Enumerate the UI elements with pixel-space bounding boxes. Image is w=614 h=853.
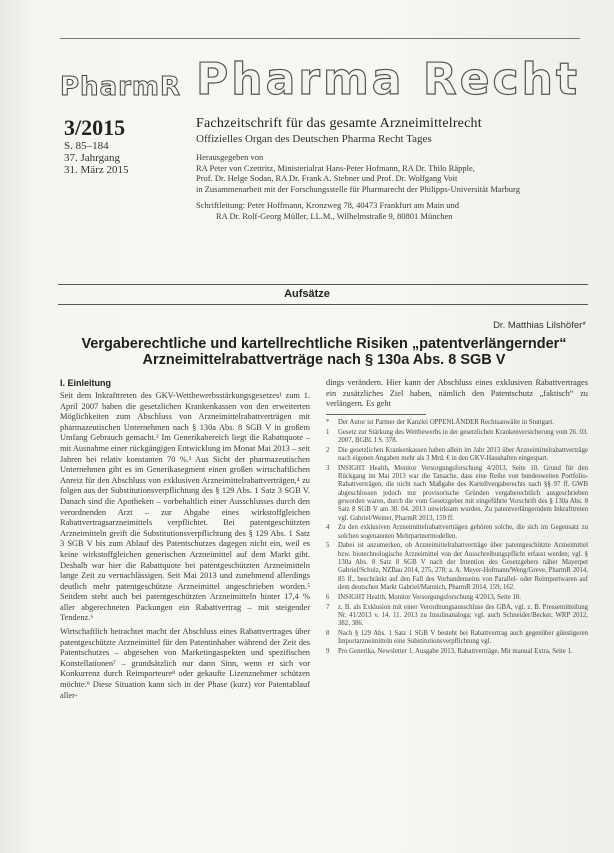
footnote-number: 6 (326, 593, 330, 601)
editors-line: RA Peter von Czettritz, Ministerialrat Hans-Peter Hofmann, RA Dr. Thilo Räpple, (196, 162, 475, 173)
article-title-line: Vergaberechtliche und kartellrechtliche Risiken „patentverlängernder“ (81, 336, 567, 352)
editors-line: in Zusammenarbeit mit der Forschungsstelle für Pharmarecht der Philipps-Universität Marburg (196, 183, 520, 194)
body-text (326, 378, 588, 410)
section-rule (58, 304, 588, 305)
footnote (326, 542, 588, 592)
issue-volume: 37. Jahrgang (64, 152, 121, 164)
journal-logo: Pharma Recht (196, 54, 580, 105)
schriftleitung-line: Schriftleitung: Peter Hoffmann, Kronzweg 78, 40473 Frankfurt am Main und (196, 200, 460, 210)
issue-number: 3/2015 (64, 115, 126, 140)
footnote (326, 465, 588, 523)
paragraph: Wirtschaftlich betrachtet macht der Abschluss eines Rabattvertrages über patentgeschützte Arzneimittel für den Patentinhaber während der Zeit des Patentschutzes – abgesehen von Marketingaspekten und spezifischen Konstellationen⁷ – grundsätzlich nur dann Sinn, wenn er sich vor Konkurrenz durch Reimporteure⁸ oder gekaufte Lizenznehmer schützen möchte.⁹ Diese Situation kann sich in der Phase (kurz) vor Patentablauf aller- (60, 627, 310, 700)
footnote-text: Pro Generika, Newsletter 1, Ausgabe 2013, Rabattverträge, Mit manual Extra, Seite 1. (338, 648, 573, 655)
footnote-number: * (326, 418, 330, 426)
footnote (326, 630, 588, 647)
footnote-number: 8 (326, 629, 330, 637)
footnote (326, 419, 588, 427)
footnote-number: 5 (326, 542, 330, 550)
footnote-text: Nach § 129 Abs. 1 Satz 1 SGB V besteht bei Rabattvertrag auch gegenüber günstigeren Importarzneimitteln eine Substitutionsverpflichtung vgl. (338, 629, 588, 646)
footnote-rule (326, 414, 426, 415)
footnote-text: Die gesetzlichen Krankenkassen haben allein im Jahr 2013 über Arzneimittelrabattverträge nach eigenen Angaben mehr als 3 Mrd. € in den GKV-Haushalten eingespart. (338, 446, 588, 462)
section-heading: Aufsätze (284, 288, 330, 300)
article-author: Dr. Matthias Lilshöfer* (493, 320, 586, 331)
journal-logo-small: PharmR (60, 72, 182, 102)
journal-title: Fachzeitschrift für das gesamte Arzneimittelrecht (196, 116, 482, 131)
editors-block (196, 152, 586, 194)
paragraph: Seit dem Inkrafttreten des GKV-Wettbewerbsstärkungsgesetzes¹ zum 1. April 2007 haben die gesetzlichen Krankenkassen von den erweiterten Möglichkeiten zum Abschluss von Arzneimittelrabattverträgen mit pharmazeutischen Unternehmen nach § 130a Abs. 8 SGB V in großem Umfang Gebrauch gemacht.² Im Generikabereich liegt die Rabattquote – mit Ausnahme einer rückgängigen Entwicklung im Monat Mai 2013 – seit Jahren bei relativ konstanten 70 %.³ Aus Sicht der pharmazeutischen Unternehmen gibt es im Generikasegment einen großen wirtschaftlichen Anreiz für den Abschluss von exklusiven Arzneimittelrabattverträgen,⁴ zu folgen aus der Substitutionsverpflichtung des § 129 Abs. 1 Satz 3 SGB V. Danach sind die Apotheken – vorbehaltlich einer Ausschlusses durch den verordnenden Arzt – zur Abgabe eines wirkstoffgleichen Rabattvertragsarzneimittels verpflichtet. Bei patentgeschützten Arzneimitteln greift die Substitutionsverpflichtung des § 129 Abs. 1 Satz 3 SGB V bis zum Ablauf des Patentschutzes dagegen nicht ein, weil es keine wirkstoffgleichen generischen Arzneimittel auf dem Markt gibt. Deshalb war hier die Rabattquote bei patentgeschützten Arzneimitteln lange Zeit zu vernachlässigen. Seit Mai 2013 und zunehmend allerdings deutlich mehr patentgeschützte Arzneimittel angeschrieben worden.⁵ Seitdem steht auch bei patentgeschützten Arzneimitteln hinter 17,4 % aller abgerechneten Packungen ein Rabattvertrag – mit steigender Tendenz.⁶ (60, 391, 310, 623)
footnote-text: Zu den exklusiven Arzneimittelrabattverträgen gehören solche, die sich im Gegensatz zu solchen sogenannten Mehrpartnermodellen. (338, 524, 588, 540)
editors-line: Herausgegeben von (196, 152, 264, 162)
footnote-number: 7 (326, 603, 330, 611)
footnote-number: 1 (326, 428, 330, 436)
top-rule (60, 38, 580, 39)
issue-info (64, 116, 184, 176)
article-title (60, 336, 588, 368)
footnote-text: Gesetz zur Stärkung des Wettbewerbs in der gesetzlichen Krankenversicherung vom 26. 03. 2007, BGBl. I S. 378. (338, 428, 588, 444)
footnotes (326, 419, 588, 657)
footnote-number: 4 (326, 524, 330, 532)
footnote (326, 594, 588, 602)
footnote (326, 447, 588, 464)
masthead (196, 116, 586, 221)
section-rule (58, 284, 588, 285)
footnote-text: INSIGHT Health, Monitor Versorgungsforschung 4/2013, Seite 10. (338, 593, 521, 601)
footnote-text: INSIGHT Health, Monitor Versorgungsforschung 4/2013, Seite 10. Grund für den Rückgang im Mai 2013 war die Tatsache, dass eine Reihe von bundesweiten Portfolio-Rabattverträgen, die nicht nach Maßgabe des Kartellvergaberechts nach §§ 97 ff. GWB abgeschlossen jedoch nur provisorische Gründen vergaberechtlich ausgeschrieben geworden waren, durch die vom Gesetzgeber mit eingeführte Vorschrift des § 130a Abs. 8 Satz 8 SGB V am 30. 04. 2013 unwirksam wurden. Zu patentverlängerndem Inkrafttreten vgl. Gabriel/Weiner, PharmR 2013, 159 ff. (338, 464, 588, 522)
footnote-number: 2 (326, 446, 330, 454)
footnote (326, 429, 588, 446)
footnote-text: z. B. als Exklusion mit einer Verordnungsausschluss des GBA, vgl. z. B. Pressemitteilung Nr. 41/2013 v. 14. 11. 2013 zu Insulinanaloga; vgl. auch Schneider/Becker, WRP 2012, 382, 386. (338, 603, 588, 628)
footnote-text: Der Autor ist Partner der Kanzlei OPPENLÄNDER Rechtsanwälte in Stuttgart. (338, 418, 554, 426)
article-title-line: Arzneimittelrabattverträge nach § 130a Abs. 8 SGB V (142, 352, 506, 368)
schriftleitung-line: RA Dr. Rolf-Georg Müller, LL.M., Wilhelmstraße 9, 80801 München (216, 210, 453, 221)
section-subheading: I. Einleitung (60, 378, 111, 388)
issue-date: 31. März 2015 (64, 164, 129, 176)
left-column (60, 378, 310, 704)
footnote (326, 524, 588, 541)
footnote-number: 3 (326, 464, 330, 472)
footnote-text: Dabei ist anzumerken, ob Arzneimittelrabattverträge über patentgeschützte Arzneimittel bzw. biotechnologische Arzneimittel von der Ausschreibungspflicht erfasst werden; vgl. § 130a Abs. 8 Satz 8 SGB V nach der Intention des Gesetzgebers näher Mayerpet Gabriel/Schulz, NZBau 2014, 275, 278; a. A. Meyer-Hofmann/Weng/Greve, PharmR 2014, 85 ff., beschränkt auf den Fall des Vorhandenseins von Parallel- oder Reimportwaren auf dem deutschen Markt Gabriel/Mannich, PharmR 2014, 159, 162. (338, 542, 588, 591)
body-text (60, 391, 310, 701)
footnote-number: 9 (326, 648, 330, 655)
footnote (326, 604, 588, 629)
right-column (326, 378, 588, 658)
paragraph: dings verändern. Hier kann der Abschluss eines exklusiven Rabattvertrages ein zusätzliches Ziel haben, nämlich den Patentschutz „faktisch“ zu verlängern. Es geht (326, 378, 588, 409)
schriftleitung-block (196, 200, 586, 221)
issue-pages: S. 85–184 (64, 140, 109, 152)
footnote (326, 648, 588, 656)
journal-subtitle: Offizielles Organ des Deutschen Pharma Recht Tages (196, 133, 432, 145)
editors-line: Prof. Dr. Helge Sodan, RA Dr. Frank A. Stebner und Prof. Dr. Wolfgang Voit (196, 173, 458, 183)
